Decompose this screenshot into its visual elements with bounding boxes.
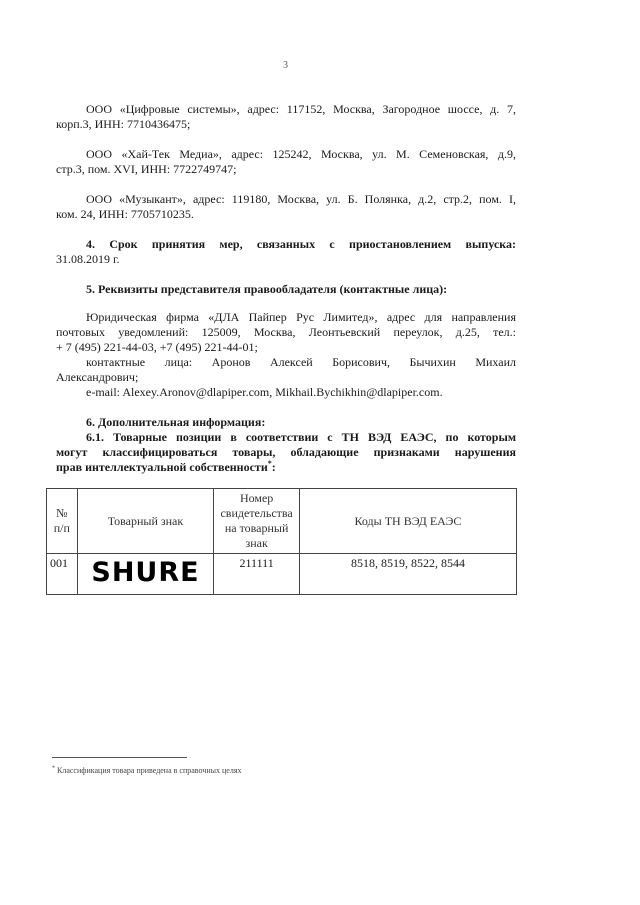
section-5-line: + 7 (495) 221-44-03, +7 (495) 221-44-01;: [56, 340, 258, 354]
footnote-divider: [52, 757, 187, 758]
organization-line: ООО «Цифровые системы», адрес: 117152, Москва, Загородное шоссе, д. 7,: [86, 102, 516, 116]
header-trademark: Товарный знак: [77, 489, 214, 554]
trademark-table: [46, 488, 517, 595]
section-5-heading: 5. Реквизиты представителя правообладателя (контактные лица):: [86, 282, 448, 296]
section-6-sub-line: могут классифицироваться товары, обладающие признаками нарушения: [56, 445, 516, 459]
organization-line: ком. 24, ИНН: 7705710235.: [56, 207, 194, 221]
page-number: 3: [283, 60, 288, 71]
organization-line: ООО «Музыкант», адрес: 119180, Москва, ул. Б. Полянка, д.2, стр.2, пом. I,: [86, 192, 516, 206]
section-6-sub-text: прав интеллектуальной собственности: [56, 460, 268, 474]
section-5-heading-block: [56, 282, 516, 297]
section-6-sub-line-last: [56, 460, 516, 475]
footnote-marker: *: [267, 459, 272, 468]
section-5-line: Александрович;: [56, 370, 139, 384]
organization-line: ООО «Хай-Тек Медиа», адрес: 125242, Москва, ул. М. Семеновская, д.9,: [86, 147, 516, 161]
section-6: [56, 415, 516, 475]
section-5-line: контактные лица: Аронов Алексей Борисович, Бычихин Михаил: [86, 355, 516, 369]
organization-entry: [56, 147, 516, 177]
organization-line: корп.3, ИНН: 7710436475;: [56, 117, 191, 131]
section-5-line: почтовых уведомлений: 125009, Москва, Леонтьевский переулок, д.25, тел.:: [56, 325, 516, 339]
organization-line: стр.3, пом. XVI, ИНН: 7722749747;: [56, 162, 237, 176]
shure-logo: SHURE: [91, 557, 200, 588]
table-header-row: [47, 489, 517, 554]
header-certificate: Номер свидетельства на товарный знак: [214, 489, 300, 554]
section-5-line: Юридическая фирма «ДЛА Пайпер Рус Лимитед», адрес для направления: [86, 310, 516, 324]
cell-num: 001: [47, 554, 78, 595]
header-codes: Коды ТН ВЭД ЕАЭС: [299, 489, 516, 554]
cell-trademark: [77, 554, 214, 595]
section-5-body: [56, 310, 516, 400]
cell-certificate: 211111: [214, 554, 300, 595]
section-4: [56, 237, 516, 267]
section-4-heading: 4. Срок принятия мер, связанных с приостановлением выпуска:: [86, 237, 516, 251]
section-6-sub-line: 6.1. Товарные позиции в соответствии с ТН ВЭД ЕАЭС, по которым: [86, 430, 516, 444]
section-6-heading: 6. Дополнительная информация:: [86, 415, 266, 429]
section-6-sub-end: :: [271, 460, 276, 474]
section-5-line: e-mail: Alexey.Aronov@dlapiper.com, Mikhail.Bychikhin@dlapiper.com.: [86, 385, 443, 399]
footnote-marker: *: [52, 765, 55, 772]
footnote-text: Классификация товара приведена в справочных целях: [57, 766, 242, 775]
section-4-date: 31.08.2019 г.: [56, 252, 120, 266]
footnote: [52, 763, 242, 778]
organization-entry: [56, 102, 516, 132]
organization-entry: [56, 192, 516, 222]
cell-codes: 8518, 8519, 8522, 8544: [299, 554, 516, 595]
header-num: № п/п: [47, 489, 78, 554]
table-row: [47, 554, 517, 595]
